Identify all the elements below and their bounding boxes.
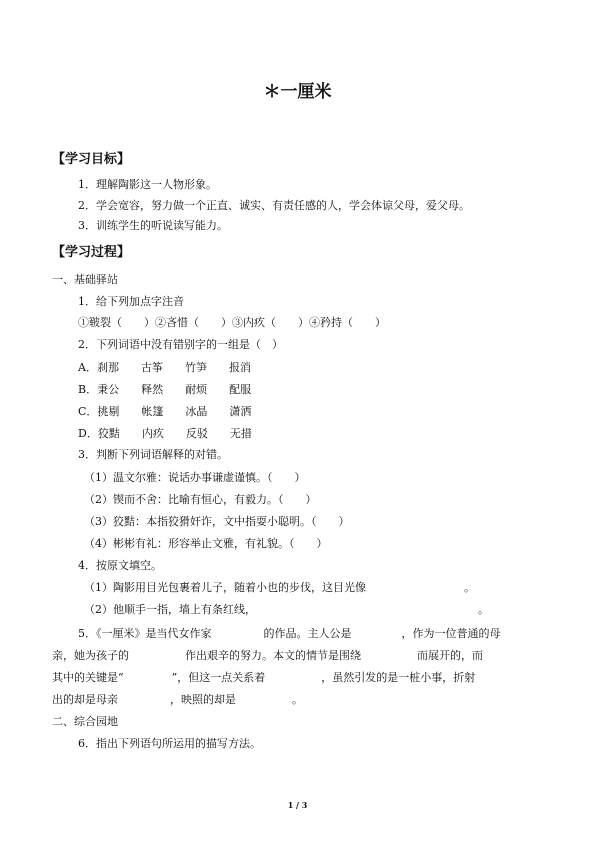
q4-item1-end: 。: [464, 581, 475, 594]
q4-prompt: 4．按原文填空。: [78, 559, 162, 572]
q5-line: 其中的关键是“ ”，但这一点关系着 ，虽然引发的是一桩小事，折射: [52, 671, 476, 684]
page-title: ＊一厘米: [263, 82, 332, 102]
q5-line: 出的却是母亲 ，映照的却是 。: [52, 693, 303, 706]
q2-option: B．秉公 释然 耐烦 配服: [78, 383, 252, 396]
q4-item2: [84, 603, 489, 617]
q1-prompt: 1．给下列加点字注音: [78, 295, 184, 308]
part-basics-heading: 一、基础驿站: [52, 273, 118, 286]
q2-option: D．狡黠 内疚 反驳 无措: [78, 427, 252, 440]
q6-prompt: 6．指出下列语句所运用的描写方法。: [78, 737, 261, 750]
q3-item: （3）狡黠：本指狡猾奸诈，文中指耍小聪明。（ ）: [84, 515, 350, 528]
goal-item: 2．学会宽容，努力做一个正直、诚实、有责任感的人，学会体谅父母，爱父母。: [78, 199, 470, 212]
q3-item: （1）温文尔雅：说话办事谦虚谨慎。（ ）: [84, 471, 306, 484]
q4-item1-text: （1）陶影用目光包裹着儿子，随着小也的步伐，这目光像: [84, 581, 366, 594]
q4-item2-text: （2）他顺手一指，墙上有条红线，: [84, 603, 256, 616]
q1-items: ①皲裂（ ）②吝惜（ ）③内疚（ ）④矜持（ ）: [78, 316, 386, 329]
q2-option: A．刹那 古筝 竹笋 报消: [78, 361, 251, 374]
q3-item: （4）彬彬有礼：形容举止文雅，有礼貌。（ ）: [84, 537, 328, 550]
q5-line: 5．《一厘米》是当代女作家 的作品。主人公是 ，作为一位普通的母: [78, 627, 501, 640]
page-number: 1 / 3: [287, 800, 308, 810]
q4-item2-end: 。: [478, 603, 489, 616]
q4-item1: [84, 581, 475, 595]
q2-option: C．挑剔 帐篷 冰晶 潇洒: [78, 405, 252, 418]
q3-prompt: 3．判断下列词语解释的对错。: [78, 448, 228, 461]
section-learning-process: 【学习过程】: [52, 245, 131, 260]
section-learning-goals: 【学习目标】: [52, 152, 131, 167]
q3-item: （2）锲而不舍：比喻有恒心，有毅力。（ ）: [84, 493, 317, 506]
goal-item: 3．训练学生的听说读写能力。: [78, 219, 228, 232]
q5-line: 亲，她为孩子的 作出艰辛的努力。本文的情节是围绕 而展开的，而: [52, 649, 483, 662]
part-comprehensive-heading: 二、综合园地: [52, 715, 118, 728]
q2-prompt: 2．下列词语中没有错别字的一组是（ ）: [78, 338, 283, 351]
goal-item: 1．理解陶影这一人物形象。: [78, 178, 217, 191]
